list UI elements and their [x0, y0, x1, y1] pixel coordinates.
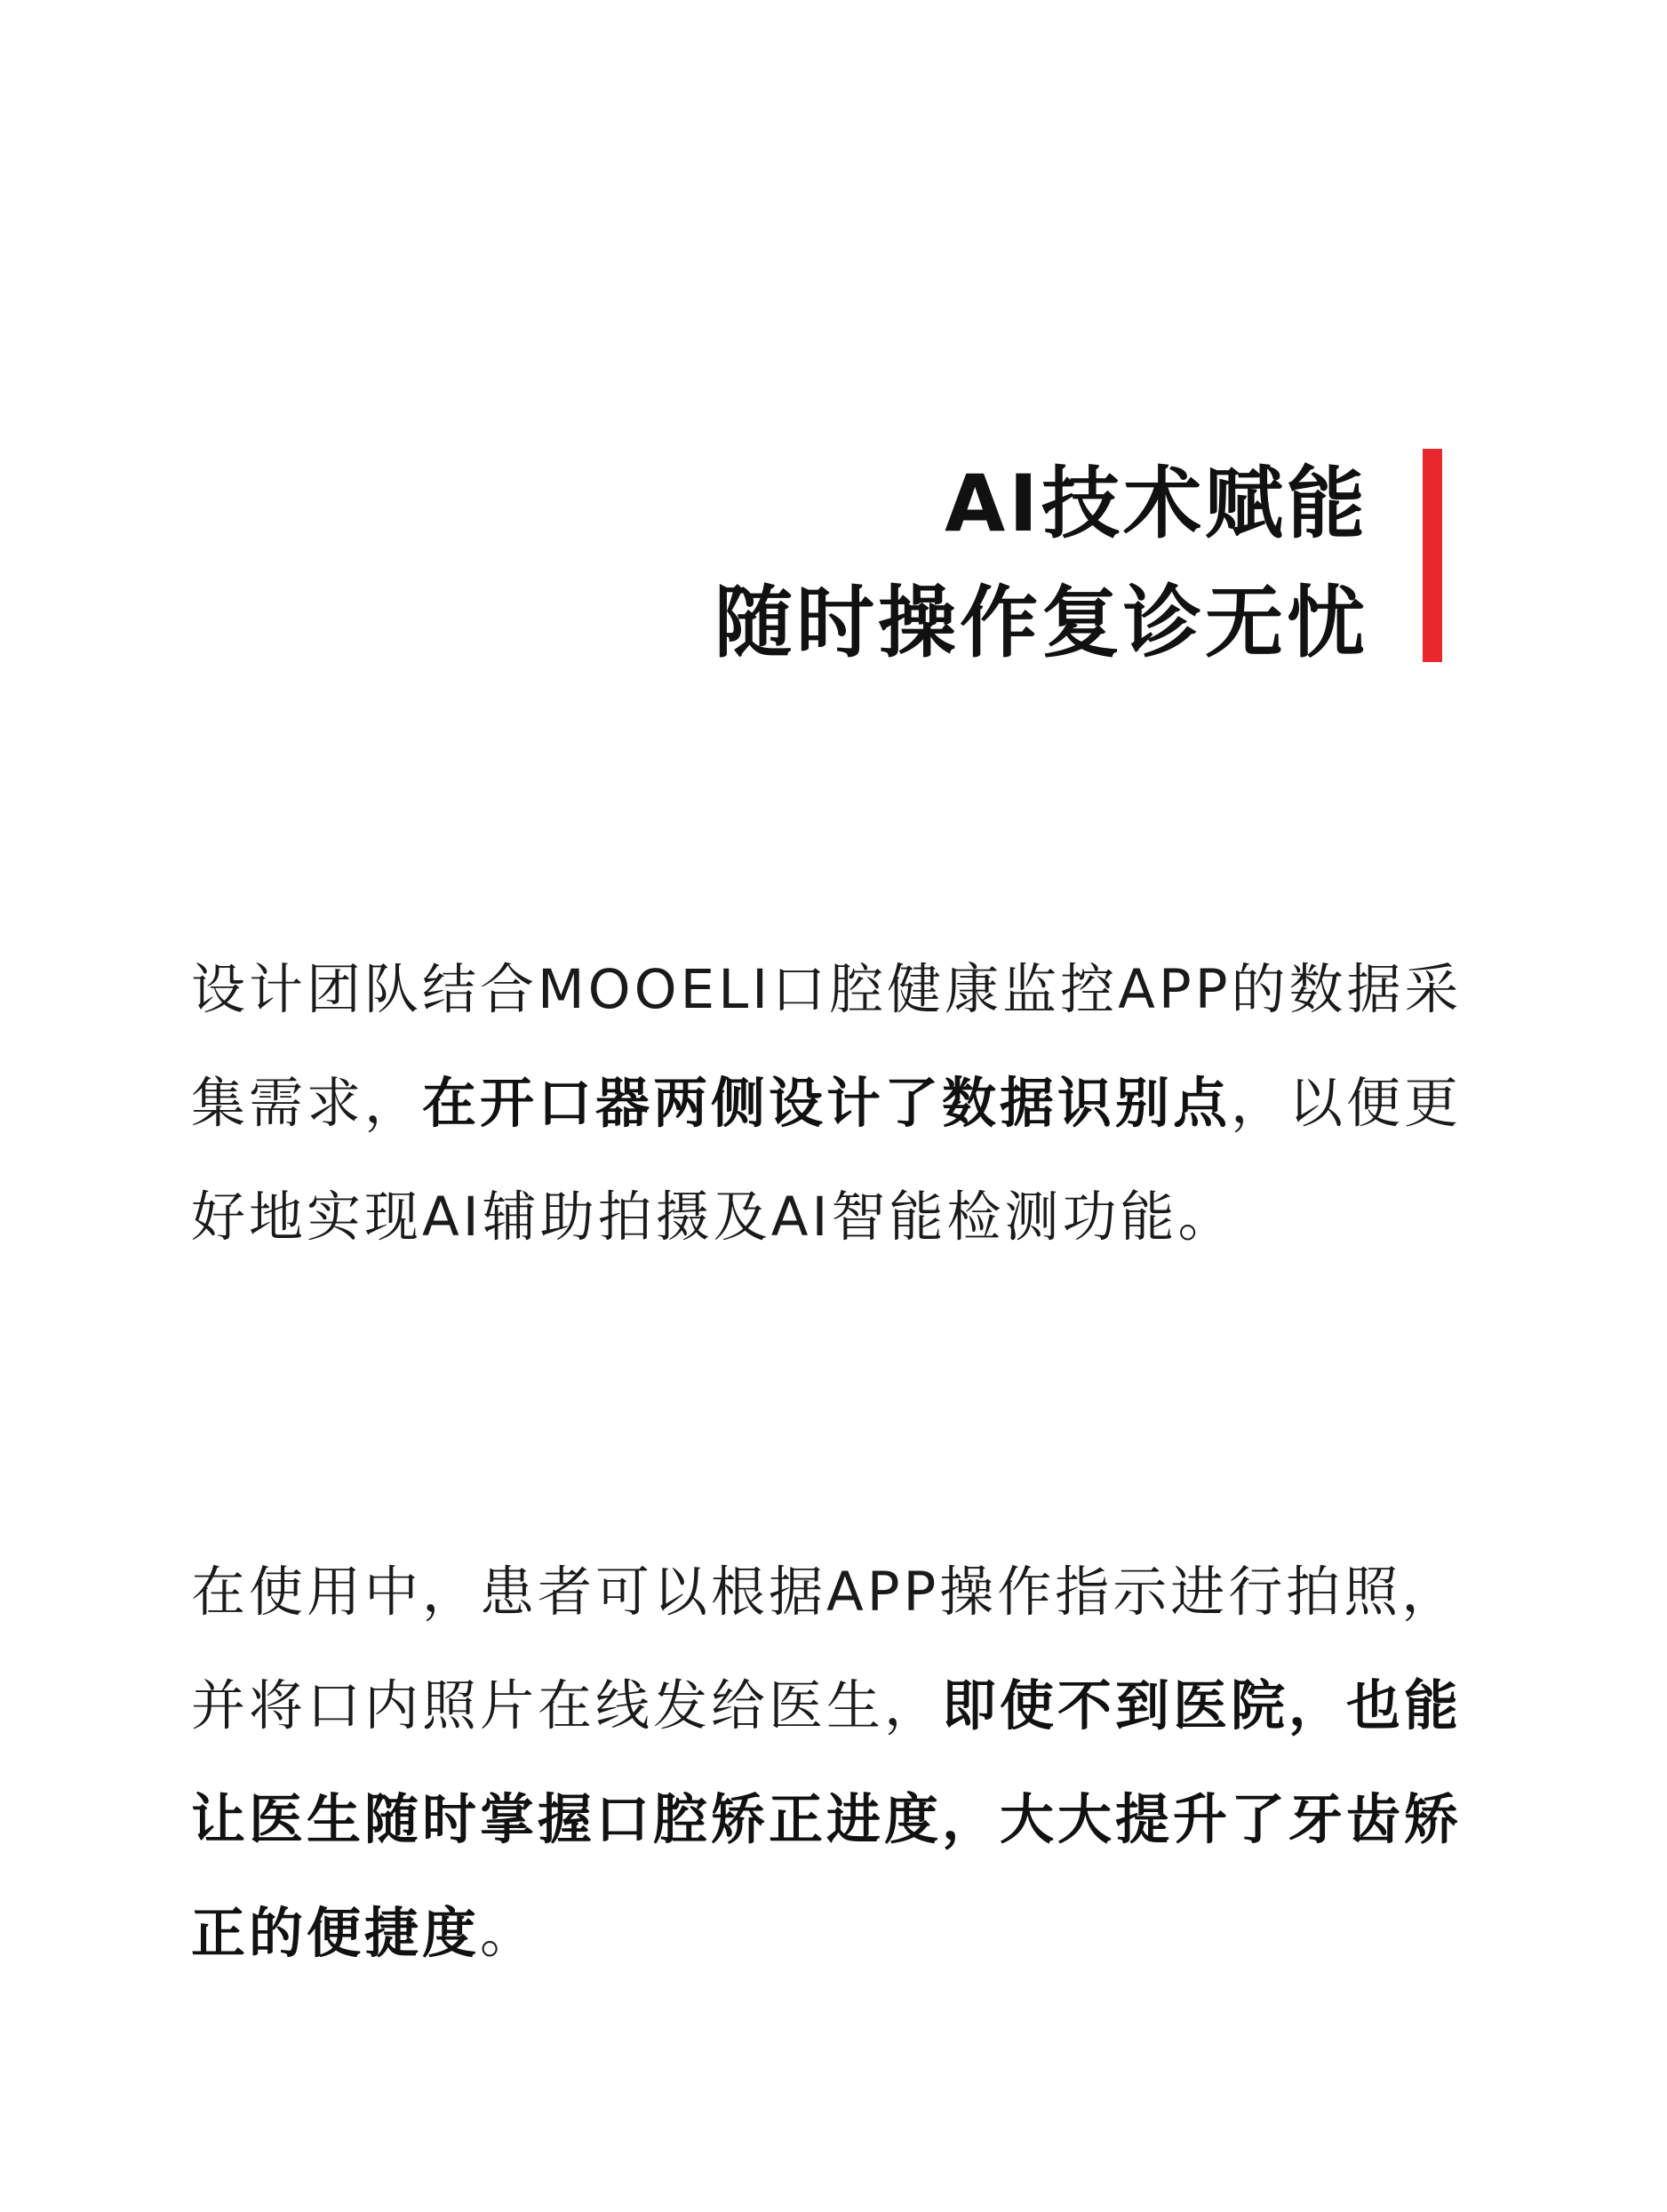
- paragraph-2-highlight: 即使不到医院，也能让医生随时掌握口腔矫正进度，大大提升了牙齿矫正的便捷度: [191, 1674, 1463, 1965]
- paragraph-1: [191, 933, 1488, 1274]
- heading-accent-bar: [1423, 449, 1442, 662]
- paragraph-2-text-a: 在使用中，患者可以根据APP操作指示进行拍照，并将口内照片在线发给医生，: [191, 1561, 1460, 1737]
- section-heading: [714, 444, 1368, 683]
- heading-line-1: AI技术赋能: [945, 458, 1368, 549]
- paragraph-2: [191, 1536, 1488, 1991]
- paragraph-1-text-a: 设计团队结合MOOELI口腔健康监控APP的数据采集需求，: [191, 958, 1463, 1135]
- paragraph-2-text-b: 。: [480, 1902, 538, 1965]
- paragraph-1-text-b: ，以便更好地实现AI辅助拍摄及AI智能检测功能。: [191, 1072, 1463, 1249]
- heading-line-2: 随时操作复诊无忧: [714, 577, 1368, 668]
- paragraph-1-highlight: 在开口器两侧设计了数据识别点: [422, 1072, 1232, 1135]
